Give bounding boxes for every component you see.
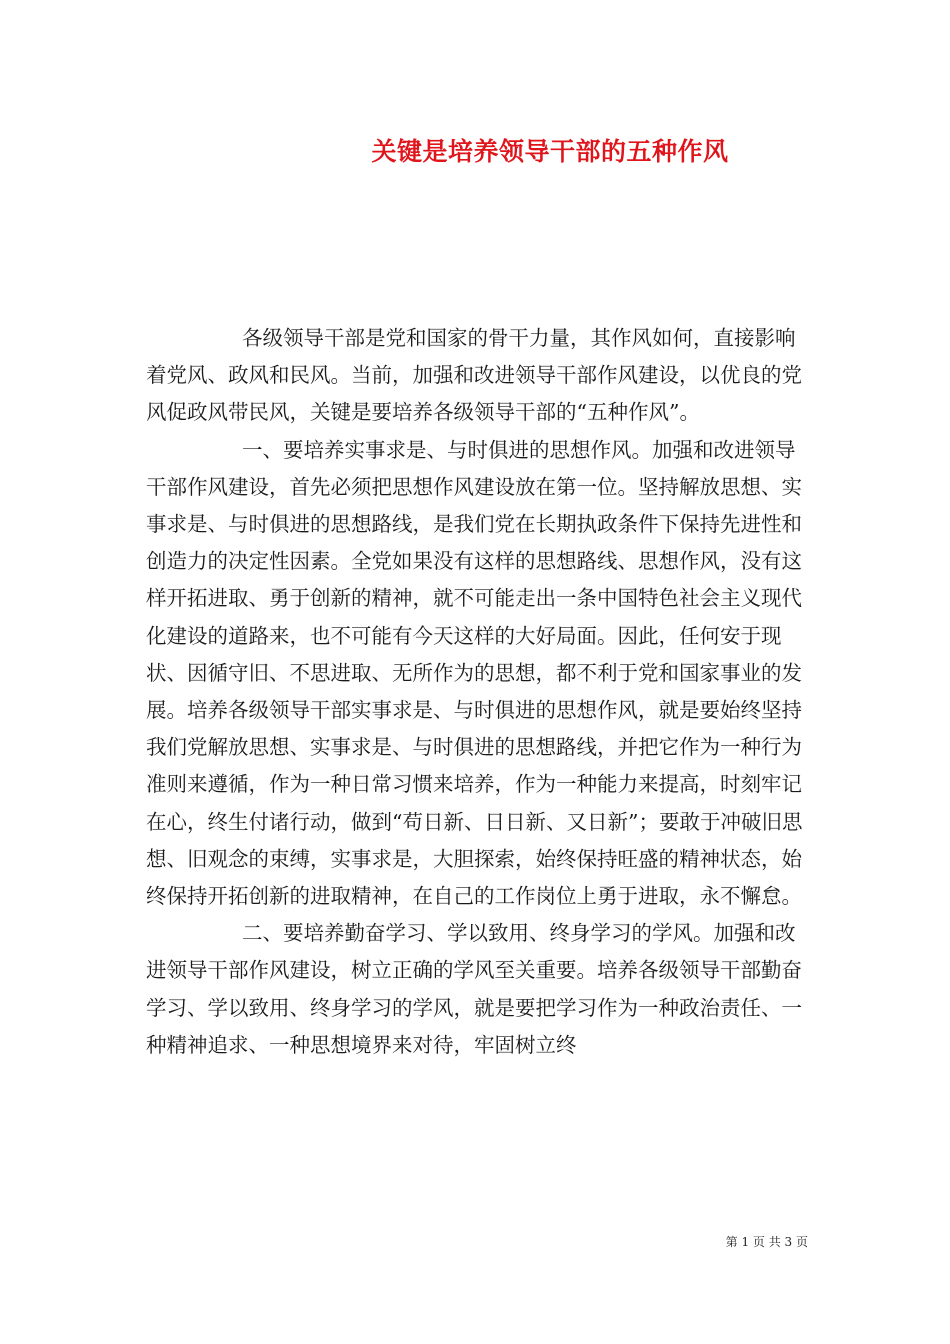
page-number-footer: 第 1 页 共 3 页 xyxy=(725,1235,808,1249)
paragraph-intro: 各级领导干部是党和国家的骨干力量，其作风如何，直接影响着党风、政风和民风。当前，加强和改进领导干部作风建设，以优良的党风促政风带民风，关键是要培养各级领导干部的“五种作风”。 xyxy=(146,326,802,425)
paragraph-section-1: 一、要培养实事求是、与时俱进的思想作风。加强和改进领导干部作风建设，首先必须把思想作风建设放在第一位。坚持解放思想、实事求是、与时俱进的思想路线，是我们党在长期执政条件下保持先进性和创造力的决定性因素。全党如果没有这样的思想路线、思想作风，没有这样开拓进取、勇于创新的精神，就不可能走出一条中国特色社会主义现代化建设的道路来，也不可能有今天这样的大好局面。因此，任何安于现状、因循守旧、不思进取、无所作为的思想，都不利于党和国家事业的发展。培养各级领导干部实事求是、与时俱进的思想作风，就是要始终坚持我们党解放思想、实事求是、与时俱进的思想路线，并把它作为一种行为准则来遵循，作为一种日常习惯来培养，作为一种能力来提高，时刻牢记在心，终生付诸行动，做到“苟日新、日日新、又日新”；要敢于冲破旧思想、旧观念的束缚，实事求是，大胆探索，始终保持旺盛的精神状态，始终保持开拓创新的进取精神，在自己的工作岗位上勇于进取，永不懈怠。 xyxy=(146,437,803,909)
paragraph-section-2: 二、要培养勤奋学习、学以致用、终身学习的学风。加强和改进领导干部作风建设，树立正确的学风至关重要。培养各级领导干部勤奋学习、学以致用、终身学习的学风，就是要把学习作为一种政治责任、一种精神追求、一种思想境界来对待，牢固树立终 xyxy=(146,921,802,1057)
document-body xyxy=(146,320,806,1064)
document-title: 关键是培养领导干部的五种作风 xyxy=(371,137,729,166)
